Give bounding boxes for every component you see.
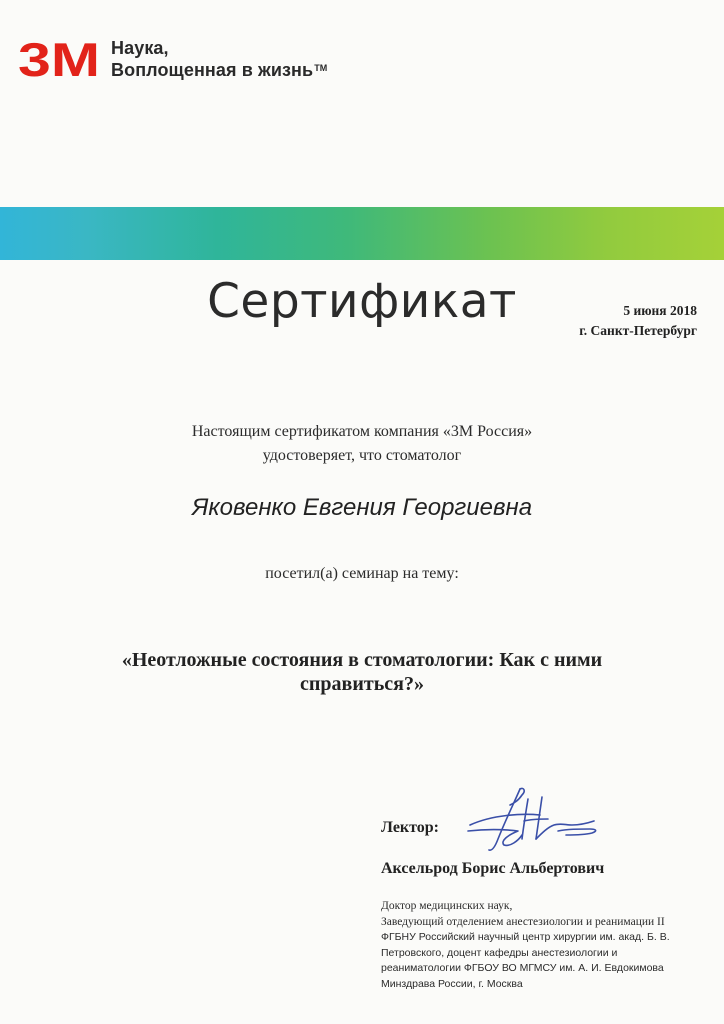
credential-line: Минздрава России, г. Москва [381,977,523,990]
recipient-name: Яковенко Евгения Георгиевна [191,494,533,521]
certificate-city: г. Санкт-Петербург [579,323,697,338]
lecturer-credentials [381,899,711,993]
topic-line-1: «Неотложные состояния в стоматологии: Как с ними [121,649,603,671]
intro-line-2: удостоверяет, что стоматолог [262,447,462,464]
svg-text:3M: 3M [18,38,100,82]
signature-icon [462,785,612,853]
date-location-block [579,302,697,340]
trademark-symbol: TM [314,63,328,73]
attended-statement: посетил(а) семинар на тему: [265,565,459,582]
tagline-line-1: Наука, [111,38,169,58]
intro-line-1: Настоящим сертификатом компания «3М Россия» [191,423,533,440]
intro-statement [0,420,724,468]
brand-tagline [111,37,327,81]
credential-line: Заведующий отделением анестезиологии и реанимации II [381,915,665,928]
credential-line: реаниматологии ФГБОУ ВО МГМСУ им. А. И. Евдокимова [381,962,664,975]
certificate-title: Сертификат [207,274,517,329]
tagline-line-2 [111,59,327,81]
tagline-line-2-text: Воплощенная в жизнь [111,60,314,80]
3m-logo [18,38,102,82]
topic-line-2: справиться?» [300,673,424,695]
certificate-date: 5 июня 2018 [623,303,697,318]
lecturer-name: Аксельрод Борис Альбертович [381,860,605,877]
3m-logo-mark [18,38,102,82]
credential-line: Доктор медицинских наук, [381,900,513,912]
lecturer-label: Лектор: [381,819,440,836]
credential-line: ФГБНУ Российский научный центр хирургии им. акад. Б. В. [381,931,670,944]
seminar-topic [60,648,664,696]
decorative-gradient-banner [0,207,724,260]
credential-line: Петровского, доцент кафедры анестезиологии и [381,946,618,959]
